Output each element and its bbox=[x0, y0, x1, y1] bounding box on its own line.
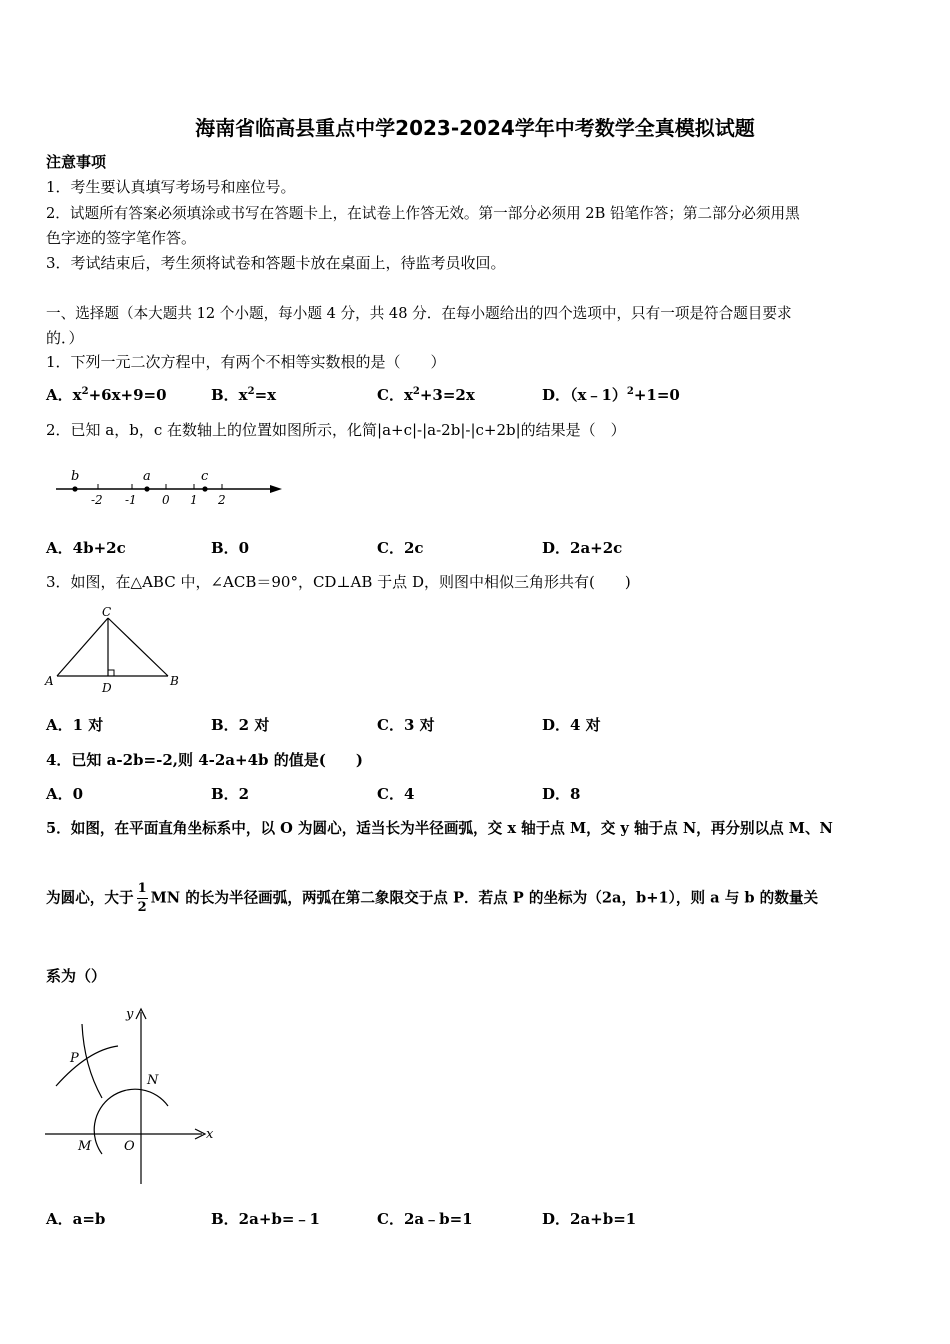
fraction-one-half: $\frac{1}{2}$ bbox=[137, 881, 147, 915]
side-ac bbox=[57, 618, 108, 676]
section-heading: 一、选择题（本大题共 12 个小题，每小题 4 分，共 48 分．在每小题给出的四个选项中，只有一项是符合题目要求 bbox=[46, 305, 792, 322]
label-m: M bbox=[78, 1139, 92, 1154]
q1-option-b: B．$x^2=x$ bbox=[211, 386, 277, 404]
point-c bbox=[202, 486, 207, 491]
notice-item-1: 1．考生要认真填写考场号和座位号。 bbox=[46, 178, 296, 196]
q4-option-a: A．0 bbox=[46, 785, 84, 803]
number-line-arrow bbox=[270, 485, 282, 493]
q4-option-b: B．2 bbox=[211, 785, 250, 803]
section-heading-cont: 的．） bbox=[46, 329, 84, 347]
right-angle-mark bbox=[108, 670, 114, 676]
label-a: a bbox=[143, 469, 151, 484]
q3-option-d: D．4 对 bbox=[542, 716, 601, 734]
q2-option-b: B．0 bbox=[211, 539, 250, 557]
tick-label-minus-2: -2 bbox=[91, 493, 103, 507]
notice-item-2: 2．试题所有答案必须填涂或书写在答题卡上，在试卷上作答无效。第一部分必须用 2B 铅笔作答；第二部分必须用黑 bbox=[46, 205, 800, 222]
label-x: x bbox=[206, 1127, 214, 1142]
triangle-figure bbox=[40, 606, 190, 696]
side-bc bbox=[108, 618, 168, 676]
q5-option-a: A．a=b bbox=[46, 1210, 106, 1228]
label-c: c bbox=[201, 469, 209, 484]
coordinate-figure bbox=[40, 1000, 230, 1190]
notice-heading: 注意事项 bbox=[46, 153, 107, 171]
q3-option-c: C．3 对 bbox=[377, 716, 435, 734]
q5-option-b: B．2a+b=﹣1 bbox=[211, 1210, 320, 1228]
q1-option-c: C．$x^2+3=2x$ bbox=[377, 386, 475, 404]
q3-option-b: B．2 对 bbox=[211, 716, 270, 734]
label-c: C bbox=[102, 606, 112, 619]
question-5-stem-end: 系为（） bbox=[46, 967, 107, 985]
tick-label-minus-1: -1 bbox=[125, 493, 137, 507]
point-b bbox=[72, 486, 77, 491]
arc-from-m bbox=[56, 1046, 118, 1086]
notice-item-2-cont: 色字迹的签字笔作答。 bbox=[46, 229, 197, 247]
q2-option-c: C．2c bbox=[377, 539, 424, 557]
label-y: y bbox=[126, 1007, 134, 1022]
label-d: D bbox=[102, 681, 112, 695]
question-3-stem: 3．如图，在△ABC 中，∠ACB＝90°，CD⊥AB 于点 D，则图中相似三角形共有( ) bbox=[46, 573, 631, 591]
tick-label-0: 0 bbox=[162, 493, 170, 507]
q2-option-d: D．2a+2c bbox=[542, 539, 623, 557]
q5-option-d: D．2a+b=1 bbox=[542, 1210, 637, 1228]
question-4-stem: 4．已知 a-2b=-2,则 4-2a+4b 的值是( ) bbox=[46, 751, 363, 769]
tick-label-1: 1 bbox=[190, 493, 198, 507]
q4-option-c: C．4 bbox=[377, 785, 415, 803]
label-p: P bbox=[70, 1051, 79, 1066]
arc-from-n bbox=[82, 1024, 102, 1098]
question-5-stem-cont: 为圆心，大于 $\frac{1}{2}$ MN 的长为半径画弧，两弧在第二象限交于点 P．若点 P 的坐标为（2a，b+1），则 a 与 b 的数量关 bbox=[46, 881, 819, 915]
label-b: b bbox=[71, 469, 80, 484]
q4-option-d: D．8 bbox=[542, 785, 581, 803]
q1-option-a: A．$x^2+6x+9=0$ bbox=[46, 386, 167, 404]
q3-option-a: A．1 对 bbox=[46, 716, 104, 734]
point-a bbox=[144, 486, 149, 491]
label-a: A bbox=[45, 674, 54, 688]
question-5-stem: 5．如图，在平面直角坐标系中，以 O 为圆心，适当长为半径画弧，交 x 轴于点 M，交 y 轴于点 N，再分别以点 M、N bbox=[46, 820, 833, 837]
number-line-figure bbox=[50, 462, 290, 512]
q5-option-c: C．2a﹣b=1 bbox=[377, 1210, 473, 1228]
notice-item-3: 3．考试结束后，考生须将试卷和答题卡放在桌面上，待监考员收回。 bbox=[46, 254, 506, 272]
label-o: O bbox=[124, 1139, 135, 1154]
q2-option-a: A．4b+2c bbox=[46, 539, 126, 557]
question-2-stem: 2．已知 a，b，c 在数轴上的位置如图所示，化简|a+c|-|a-2b|-|c+2b|的结果是（ ） bbox=[46, 421, 626, 439]
page-title: 海南省临高县重点中学2023-2024学年中考数学全真模拟试题 bbox=[195, 116, 755, 140]
question-1-stem: 1．下列一元二次方程中，有两个不相等实数根的是（ ） bbox=[46, 353, 446, 371]
q1-option-d: D．（x﹣1）$^2$+1=0 bbox=[542, 386, 680, 404]
label-n: N bbox=[147, 1073, 159, 1088]
label-b: B bbox=[170, 674, 179, 688]
tick-label-2: 2 bbox=[218, 493, 226, 507]
